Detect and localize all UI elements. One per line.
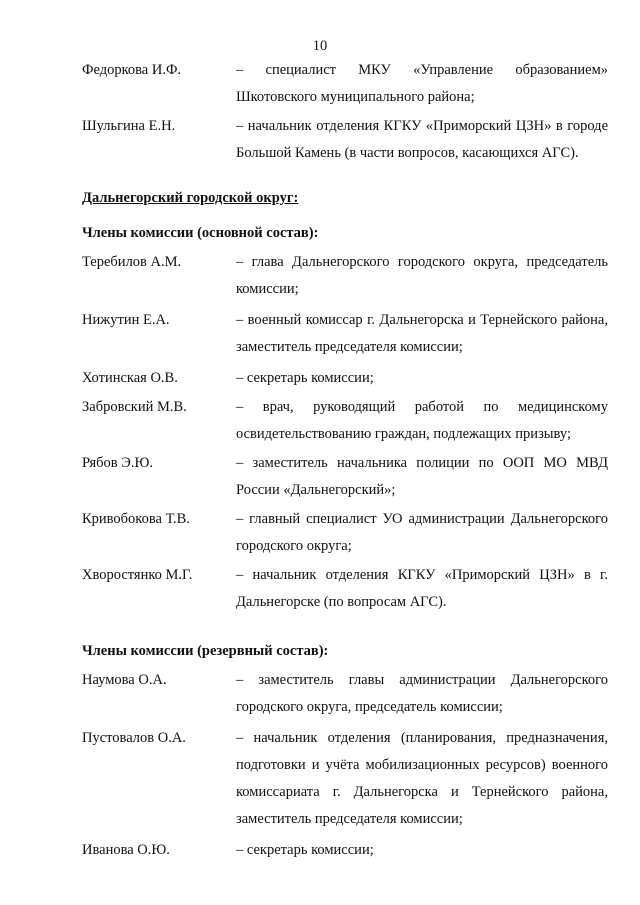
member-name: Теребилов А.М. bbox=[82, 254, 182, 270]
member-name: Наумова О.А. bbox=[82, 672, 167, 688]
member-name: Хворостянко М.Г. bbox=[82, 567, 193, 583]
member-name: Федоркова И.Ф. bbox=[82, 62, 182, 78]
member-role: – заместитель начальника полиции по ООП МО МВД России «Дальнегорский»; bbox=[236, 455, 608, 498]
member-name: Иванова О.Ю. bbox=[82, 842, 170, 858]
member-entry bbox=[82, 506, 608, 560]
member-entry bbox=[82, 725, 608, 833]
member-entry bbox=[82, 394, 608, 448]
reserve-composition-heading: Члены комиссии (резервный состав): bbox=[82, 643, 329, 659]
member-name: Забровский М.В. bbox=[82, 399, 187, 415]
member-entry bbox=[82, 667, 608, 721]
member-role: – начальник отделения КГКУ «Приморский ЦЗН» в городе Большой Камень (в части вопросов, касающихся АГС). bbox=[236, 118, 608, 161]
member-role: – заместитель главы администрации Дальнегорского городского округа, председатель комиссии; bbox=[236, 672, 608, 715]
main-composition-heading: Члены комиссии (основной состав): bbox=[82, 225, 319, 241]
member-entry bbox=[82, 837, 608, 864]
member-role: – глава Дальнегорского городского округа, председатель комиссии; bbox=[236, 254, 608, 297]
page-number: 10 bbox=[312, 38, 328, 54]
member-name: Нижутин Е.А. bbox=[82, 312, 170, 328]
member-name: Рябов Э.Ю. bbox=[82, 455, 154, 471]
member-entry bbox=[82, 562, 608, 616]
member-role: – врач, руководящий работой по медицинскому освидетельствованию граждан, подлежащих призыву; bbox=[236, 399, 608, 442]
member-entry bbox=[82, 57, 608, 111]
document-body bbox=[82, 57, 608, 864]
member-role: – начальник отделения КГКУ «Приморский ЦЗН» в г. Дальнегорске (по вопросам АГС). bbox=[236, 567, 608, 610]
member-entry bbox=[82, 113, 608, 167]
member-name: Кривобокова Т.В. bbox=[82, 511, 190, 527]
district-title: Дальнегорский городской округ: bbox=[82, 190, 299, 206]
member-role: – военный комиссар г. Дальнегорска и Тернейского района, заместитель председателя комиссии; bbox=[236, 312, 608, 355]
member-entry bbox=[82, 249, 608, 303]
member-entry bbox=[82, 365, 608, 392]
member-entry bbox=[82, 450, 608, 504]
member-name: Шульгина Е.Н. bbox=[82, 118, 176, 134]
member-role: – специалист МКУ «Управление образованием» Шкотовского муниципального района; bbox=[236, 62, 608, 105]
member-role: – секретарь комиссии; bbox=[236, 370, 374, 386]
member-name: Пустовалов О.А. bbox=[82, 730, 186, 746]
member-role: – секретарь комиссии; bbox=[236, 842, 374, 858]
member-name: Хотинская О.В. bbox=[82, 370, 178, 386]
member-entry bbox=[82, 307, 608, 361]
member-role: – главный специалист УО администрации Дальнегорского городского округа; bbox=[236, 511, 608, 554]
member-role: – начальник отделения (планирования, предназначения, подготовки и учёта мобилизационных ресурсов) военного комиссариата г. Дальнегорска и Тернейского района, заместитель председателя комиссии; bbox=[236, 730, 608, 827]
